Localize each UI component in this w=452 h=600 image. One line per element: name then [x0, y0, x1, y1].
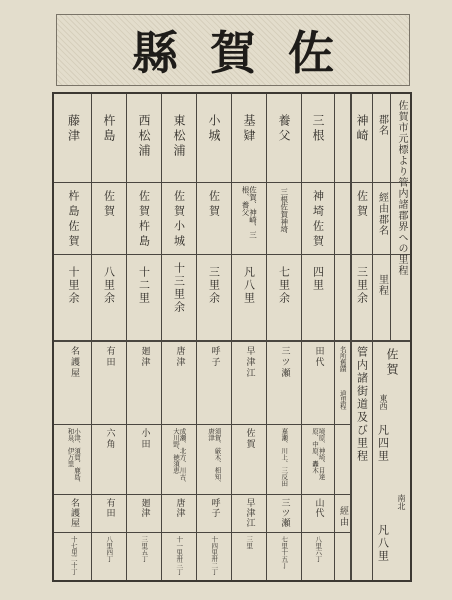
lower-via-8: 小津、須賀、鹿島、和泉、伊万里 — [66, 428, 81, 487]
gun-dist-8: 八里余 — [102, 266, 116, 305]
lower-via-5: 成瀬、北方、川古、大川野、徳須恵 — [172, 428, 187, 487]
gun-name-8: 杵島 — [102, 114, 116, 144]
lower-dist-3: 三里 — [245, 536, 254, 549]
rule-col — [372, 342, 373, 580]
ns-label: 南北 — [397, 494, 406, 510]
lower-town-1: 田代 — [313, 346, 324, 368]
lower-dist-4: 十四里卅二丁 — [210, 536, 219, 575]
gun-name-6: 東松浦 — [172, 114, 186, 159]
page-title: 佐賀縣 — [132, 26, 366, 80]
lower-dest-4: 呼子 — [209, 498, 220, 518]
rule-row-1 — [54, 182, 410, 183]
lower-title: 佐賀 — [385, 348, 399, 378]
lower-dest-7: 有田 — [104, 498, 115, 518]
gun-name-1: 神崎 — [355, 114, 369, 144]
lower-via-6: 小田 — [139, 428, 150, 450]
ew-value: 凡四里 — [376, 424, 390, 463]
header-dist: 里程 — [376, 274, 388, 296]
lower-note: 管内諸街道及び里程 — [355, 346, 369, 463]
lower-via-2: 嘉瀬、川上、三反田 — [280, 428, 289, 487]
gun-name-3: 養父 — [277, 114, 291, 144]
gun-route-2: 神埼佐賀 — [311, 190, 325, 250]
lower-dist-8: 十七里二十丁 — [69, 536, 78, 575]
lower-via-7: 六角 — [104, 428, 115, 450]
lower-dest-header: 名所舊蹟 — [338, 346, 347, 372]
gun-dist-7: 十二里 — [137, 266, 151, 305]
gun-dist-9: 十里余 — [67, 266, 80, 305]
lower-dest-5: 唐津 — [174, 498, 185, 518]
gun-name-2: 三根 — [311, 114, 325, 144]
rule-col — [390, 94, 391, 340]
gun-name-5: 小城 — [207, 114, 221, 144]
gun-route-3: 三根佐賀神埼 — [279, 188, 289, 233]
lower-dist-1: 八里六丁 — [314, 536, 323, 562]
rule-row-4 — [54, 424, 350, 425]
ns-value: 凡八里 — [376, 524, 390, 563]
lower-dist-header: 道里程 — [338, 390, 347, 410]
header-gun: 郡名 — [376, 114, 388, 136]
gun-route-9: 杵島佐賀 — [67, 190, 80, 250]
gun-route-5: 佐賀 — [207, 190, 221, 220]
lower-dest-2: 三ツ瀬 — [279, 498, 290, 528]
lower-town-8: 名護屋 — [69, 346, 79, 379]
gun-route-6: 佐賀小城 — [172, 190, 186, 250]
lower-town-3: 早津江 — [244, 346, 255, 379]
gun-dist-5: 三里余 — [207, 266, 221, 305]
rule-row-5 — [54, 494, 350, 495]
lower-dest-8: 名護屋 — [69, 498, 79, 528]
gun-dist-1: 三里余 — [355, 266, 369, 305]
rule-row-3 — [54, 340, 410, 342]
gun-route-4: 佐賀、神崎、三根、養父 — [241, 186, 258, 239]
lower-dist-7: 八里四丁 — [105, 536, 114, 562]
gun-dist-4: 凡八里 — [242, 266, 256, 305]
gun-route-7: 佐賀杵島 — [137, 190, 151, 250]
lower-via-header: 經由 — [338, 506, 348, 528]
ew-label: 東西 — [379, 394, 388, 410]
lower-town-5: 唐津 — [174, 346, 185, 368]
rule-row-2 — [54, 254, 410, 255]
lower-dist-6: 三里五丁 — [140, 536, 149, 562]
gun-route-8: 佐賀 — [102, 190, 116, 220]
lower-dist-5: 十一里卅三丁 — [175, 536, 184, 575]
gun-dist-6: 十三里余 — [172, 262, 186, 314]
rule-row-6 — [54, 532, 350, 533]
lower-town-6: 廻津 — [139, 346, 150, 368]
title-banner — [56, 14, 410, 86]
lower-town-7: 有田 — [104, 346, 115, 368]
gun-route-1: 佐賀 — [355, 190, 369, 220]
lower-dist-2: 七里十五丁 — [280, 536, 289, 569]
gun-dist-3: 七里余 — [277, 266, 291, 305]
lower-dest-3: 早津江 — [244, 498, 255, 528]
header-note: 佐賀市元標より管内諸郡界への里程 — [396, 100, 407, 276]
lower-via-3: 佐賀 — [244, 428, 255, 450]
gun-dist-2: 四里 — [311, 266, 325, 292]
header-route: 經由郡名 — [376, 192, 388, 236]
lower-town-2: 三ツ瀬 — [279, 346, 290, 379]
lower-dest-6: 廻津 — [139, 498, 150, 518]
gun-name-4: 基肄 — [242, 114, 256, 144]
distance-table — [52, 92, 412, 582]
gun-name-7: 西松浦 — [137, 114, 151, 159]
lower-town-4: 呼子 — [209, 346, 220, 368]
gun-name-9: 藤津 — [66, 114, 81, 144]
lower-via-4: 須賀、厳木、相知、唐津 — [207, 428, 222, 487]
lower-via-1: 境原、神埼、目達原、中原、轟木 — [311, 428, 326, 480]
lower-dest-1: 山代 — [313, 498, 324, 518]
